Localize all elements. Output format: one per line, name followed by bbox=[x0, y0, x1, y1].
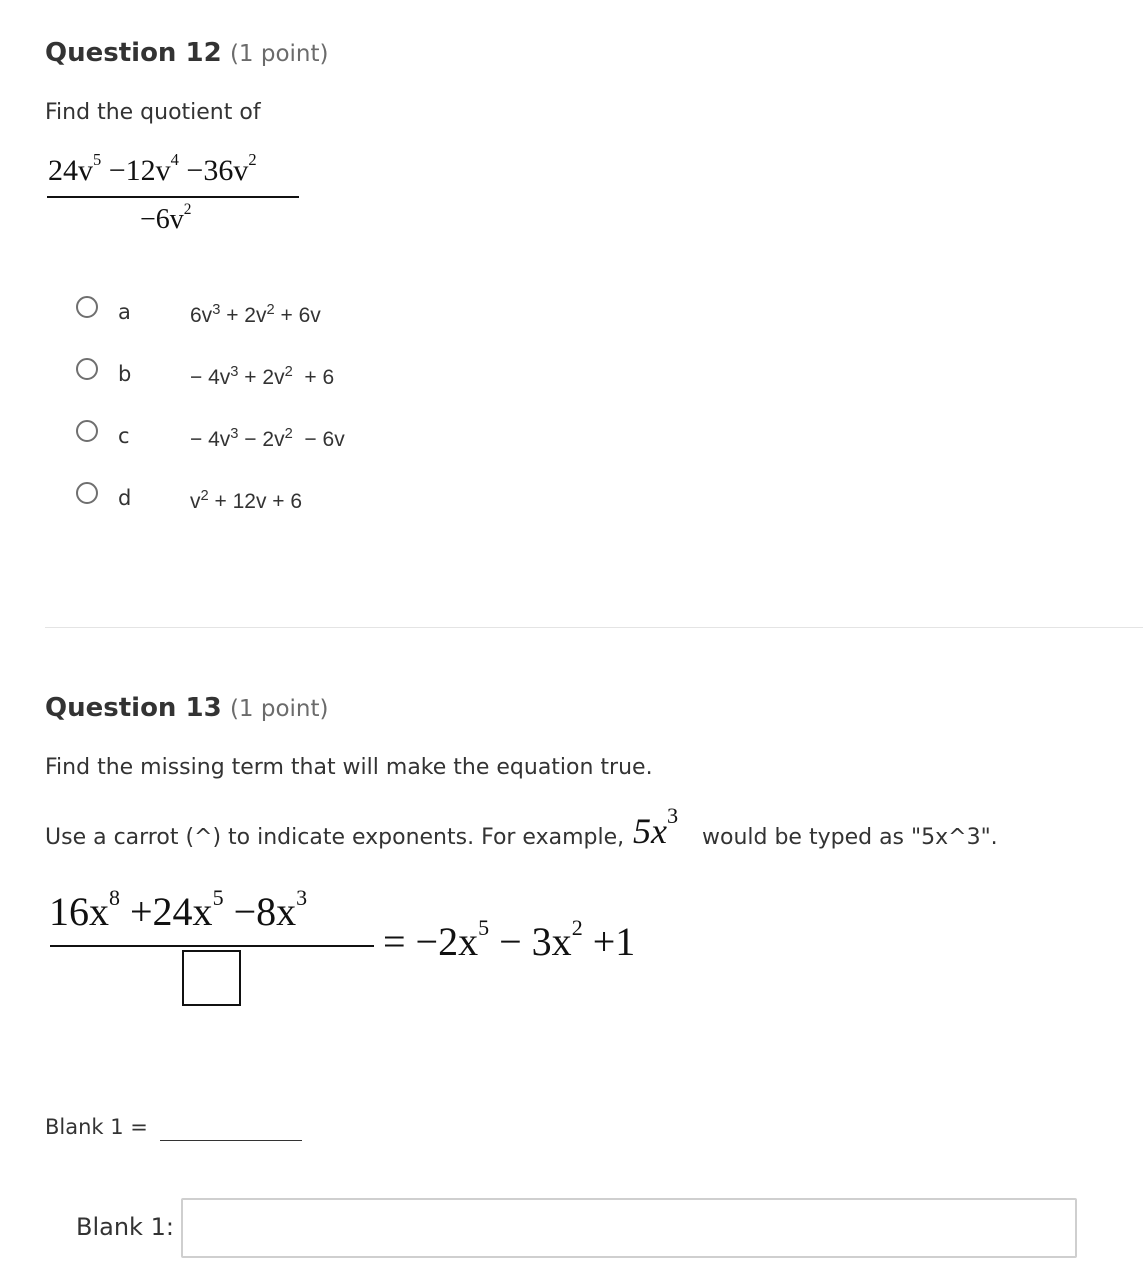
radio-c[interactable] bbox=[76, 420, 98, 442]
num-term-1-exp: 5 bbox=[93, 150, 102, 170]
opt-part: − 4v bbox=[190, 366, 231, 389]
opt-part: 6v bbox=[190, 304, 213, 327]
opt-exp: 2 bbox=[266, 301, 275, 318]
den-term-exp: 2 bbox=[183, 201, 192, 219]
eq-numerator bbox=[49, 885, 308, 935]
opt-part: − 4v bbox=[190, 428, 231, 451]
option-text bbox=[190, 301, 321, 328]
quotient-expression bbox=[45, 150, 305, 245]
eq-rhs-term-3: +1 bbox=[592, 919, 636, 964]
eq-num-term-3: −8x bbox=[233, 889, 297, 934]
opt-exp: 2 bbox=[200, 487, 209, 504]
denominator bbox=[140, 201, 192, 236]
eq-num-exp-1: 8 bbox=[109, 885, 120, 911]
num-term-3: −36v bbox=[186, 154, 249, 187]
blank-line bbox=[160, 1140, 302, 1141]
eq-num-exp-2: 5 bbox=[212, 885, 224, 911]
opt-exp: 3 bbox=[230, 425, 239, 442]
example-expression bbox=[633, 802, 679, 852]
opt-part: + 2v bbox=[238, 366, 285, 389]
fraction-bar bbox=[47, 196, 299, 198]
opt-part: + 2v bbox=[220, 304, 267, 327]
question-12-title bbox=[45, 38, 329, 68]
opt-exp: 2 bbox=[284, 363, 293, 380]
den-term: −6v bbox=[140, 204, 184, 235]
eq-num-exp-3: 3 bbox=[296, 885, 308, 911]
opt-part: v bbox=[190, 490, 201, 513]
opt-part: + 12v + 6 bbox=[208, 490, 303, 513]
eq-rhs bbox=[383, 915, 636, 965]
numerator bbox=[48, 150, 257, 188]
option-text bbox=[190, 363, 335, 390]
example-exp: 3 bbox=[666, 802, 679, 828]
question-points: (1 point) bbox=[229, 41, 329, 67]
opt-part: − 2v bbox=[238, 428, 285, 451]
opt-exp: 3 bbox=[230, 363, 239, 380]
option-letter: d bbox=[118, 486, 132, 510]
question-divider bbox=[45, 627, 1143, 628]
option-text bbox=[190, 487, 303, 514]
eq-rhs-exp-1: 5 bbox=[478, 915, 490, 941]
radio-a[interactable] bbox=[76, 296, 98, 318]
radio-d[interactable] bbox=[76, 482, 98, 504]
eq-rhs-term-2: − 3x bbox=[499, 919, 572, 964]
opt-part: + 6 bbox=[292, 366, 335, 389]
eq-fraction-bar bbox=[50, 945, 374, 947]
question-points: (1 point) bbox=[229, 696, 329, 722]
opt-part: + 6v bbox=[274, 304, 321, 327]
question-12-prompt: Find the quotient of bbox=[45, 100, 261, 125]
opt-part: − 6v bbox=[292, 428, 345, 451]
blank-line-label: Blank 1 = bbox=[45, 1115, 148, 1139]
question-number: Question 13 bbox=[45, 693, 222, 723]
question-number: Question 12 bbox=[45, 38, 222, 68]
opt-exp: 2 bbox=[284, 425, 293, 442]
missing-term-box bbox=[182, 950, 241, 1006]
eq-rhs-exp-2: 2 bbox=[571, 915, 583, 941]
missing-term-equation bbox=[45, 880, 705, 1015]
example-coef: 5x bbox=[633, 811, 667, 851]
opt-exp: 3 bbox=[212, 301, 221, 318]
option-letter: a bbox=[118, 300, 131, 324]
num-term-2-exp: 4 bbox=[170, 150, 179, 170]
instruction-text: Use a carrot (^) to indicate exponents. For example, bbox=[45, 825, 625, 850]
question-13-title bbox=[45, 693, 329, 723]
blank-1-input[interactable] bbox=[181, 1198, 1077, 1258]
option-letter: b bbox=[118, 362, 132, 386]
answer-label: Blank 1: bbox=[76, 1213, 174, 1241]
num-term-2: −12v bbox=[108, 154, 171, 187]
eq-num-term-1: 16x bbox=[49, 889, 109, 934]
num-term-3-exp: 2 bbox=[248, 150, 257, 170]
num-term-1: 24v bbox=[48, 154, 93, 187]
instruction-text-after: would be typed as "5x^3". bbox=[702, 825, 998, 850]
question-13-prompt: Find the missing term that will make the equation true. bbox=[45, 755, 653, 780]
eq-rhs-term-1: = −2x bbox=[383, 919, 479, 964]
eq-num-term-2: +24x bbox=[130, 889, 213, 934]
option-letter: c bbox=[118, 424, 130, 448]
radio-b[interactable] bbox=[76, 358, 98, 380]
option-text bbox=[190, 425, 345, 452]
